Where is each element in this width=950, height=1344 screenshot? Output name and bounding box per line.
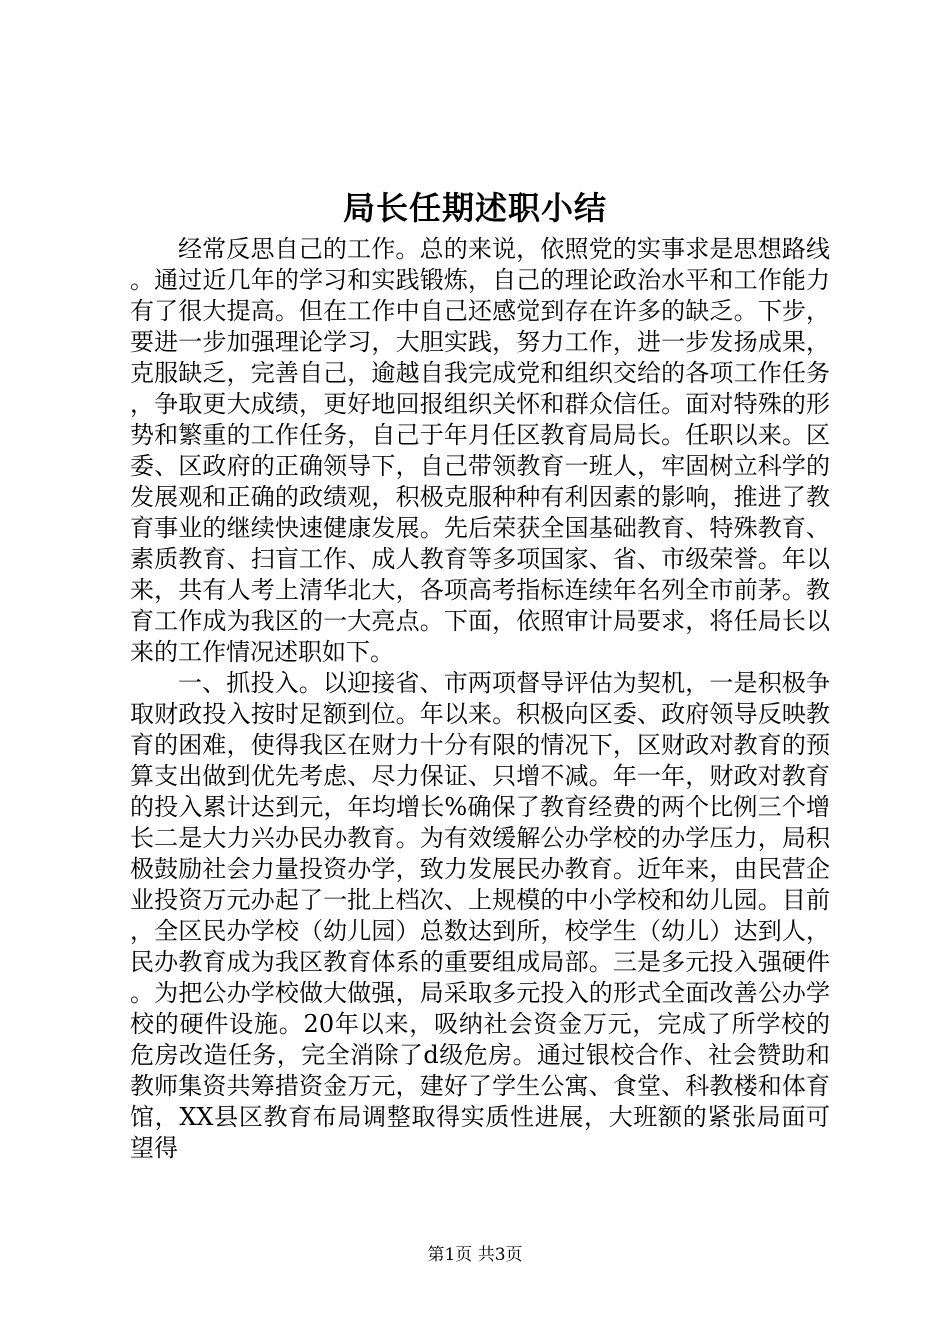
paragraph-intro: 经常反思自己的工作。总的来说，依照党的实事求是思想路线。通过近几年的学习和实践锻炼，自己的理论政治水平和工作能力有了很大提高。但在工作中自己还感觉到存在许多的缺乏。下步，要进一步加强理论学习，大胆实践，努力工作，进一步发扬成果，克服缺乏，完善自己，逾越自我完成党和组织交给的各项工作任务，争取更大成绩，更好地回报组织关怀和群众信任。面对特殊的形势和繁重的工作任务，自己于年月任区教育局局长。任职以来。区委、区政府的正确领导下，自己带领教育一班人，牢固树立科学的发展观和正确的政绩观，积极克服种种有利因素的影响，推进了教育事业的继续快速健康发展。先后荣获全国基础教育、特殊教育、素质教育、扫盲工作、成人教育等多项国家、省、市级荣誉。年以来，共有人考上清华北大，各项高考指标连续年名列全市前茅。教育工作成为我区的一大亮点。下面，依照审计局要求，将任局长以来的工作情况述职如下。	[130, 235, 830, 666]
document-body	[130, 234, 830, 1164]
page-title: 局长任期述职小结	[342, 189, 607, 227]
page-number-footer: 第1页 共3页	[427, 1245, 523, 1265]
paragraph-section-1: 一、抓投入。以迎接省、市两项督导评估为契机，一是积极争取财政投入按时足额到位。年以来。积极向区委、政府领导反映教育的困难，使得我区在财力十分有限的情况下，区财政对教育的预算支出做到优先考虑、尽力保证、只增不减。年一年，财政对教育的投入累计达到元，年均增长%确保了教育经费的两个比例三个增长二是大力兴办民办教育。为有效缓解公办学校的办学压力，局积极鼓励社会力量投资办学，致力发展民办教育。近年来，由民营企业投资万元办起了一批上档次、上规模的中小学校和幼儿园。目前，全区民办学校（幼儿园）总数达到所，校学生（幼儿）达到人，民办教育成为我区教育体系的重要组成局部。三是多元投入强硬件。为把公办学校做大做强，局采取多元投入的形式全面改善公办学校的硬件设施。20年以来，吸纳社会资金万元，完成了所学校的危房改造任务，完全消除了d级危房。通过银校合作、社会赞助和教师集资共筹措资金万元，建好了学生公寓、食堂、科教楼和体育馆，XX县区教育布局调整取得实质性进展，大班额的紧张局面可望得	[130, 669, 830, 1162]
